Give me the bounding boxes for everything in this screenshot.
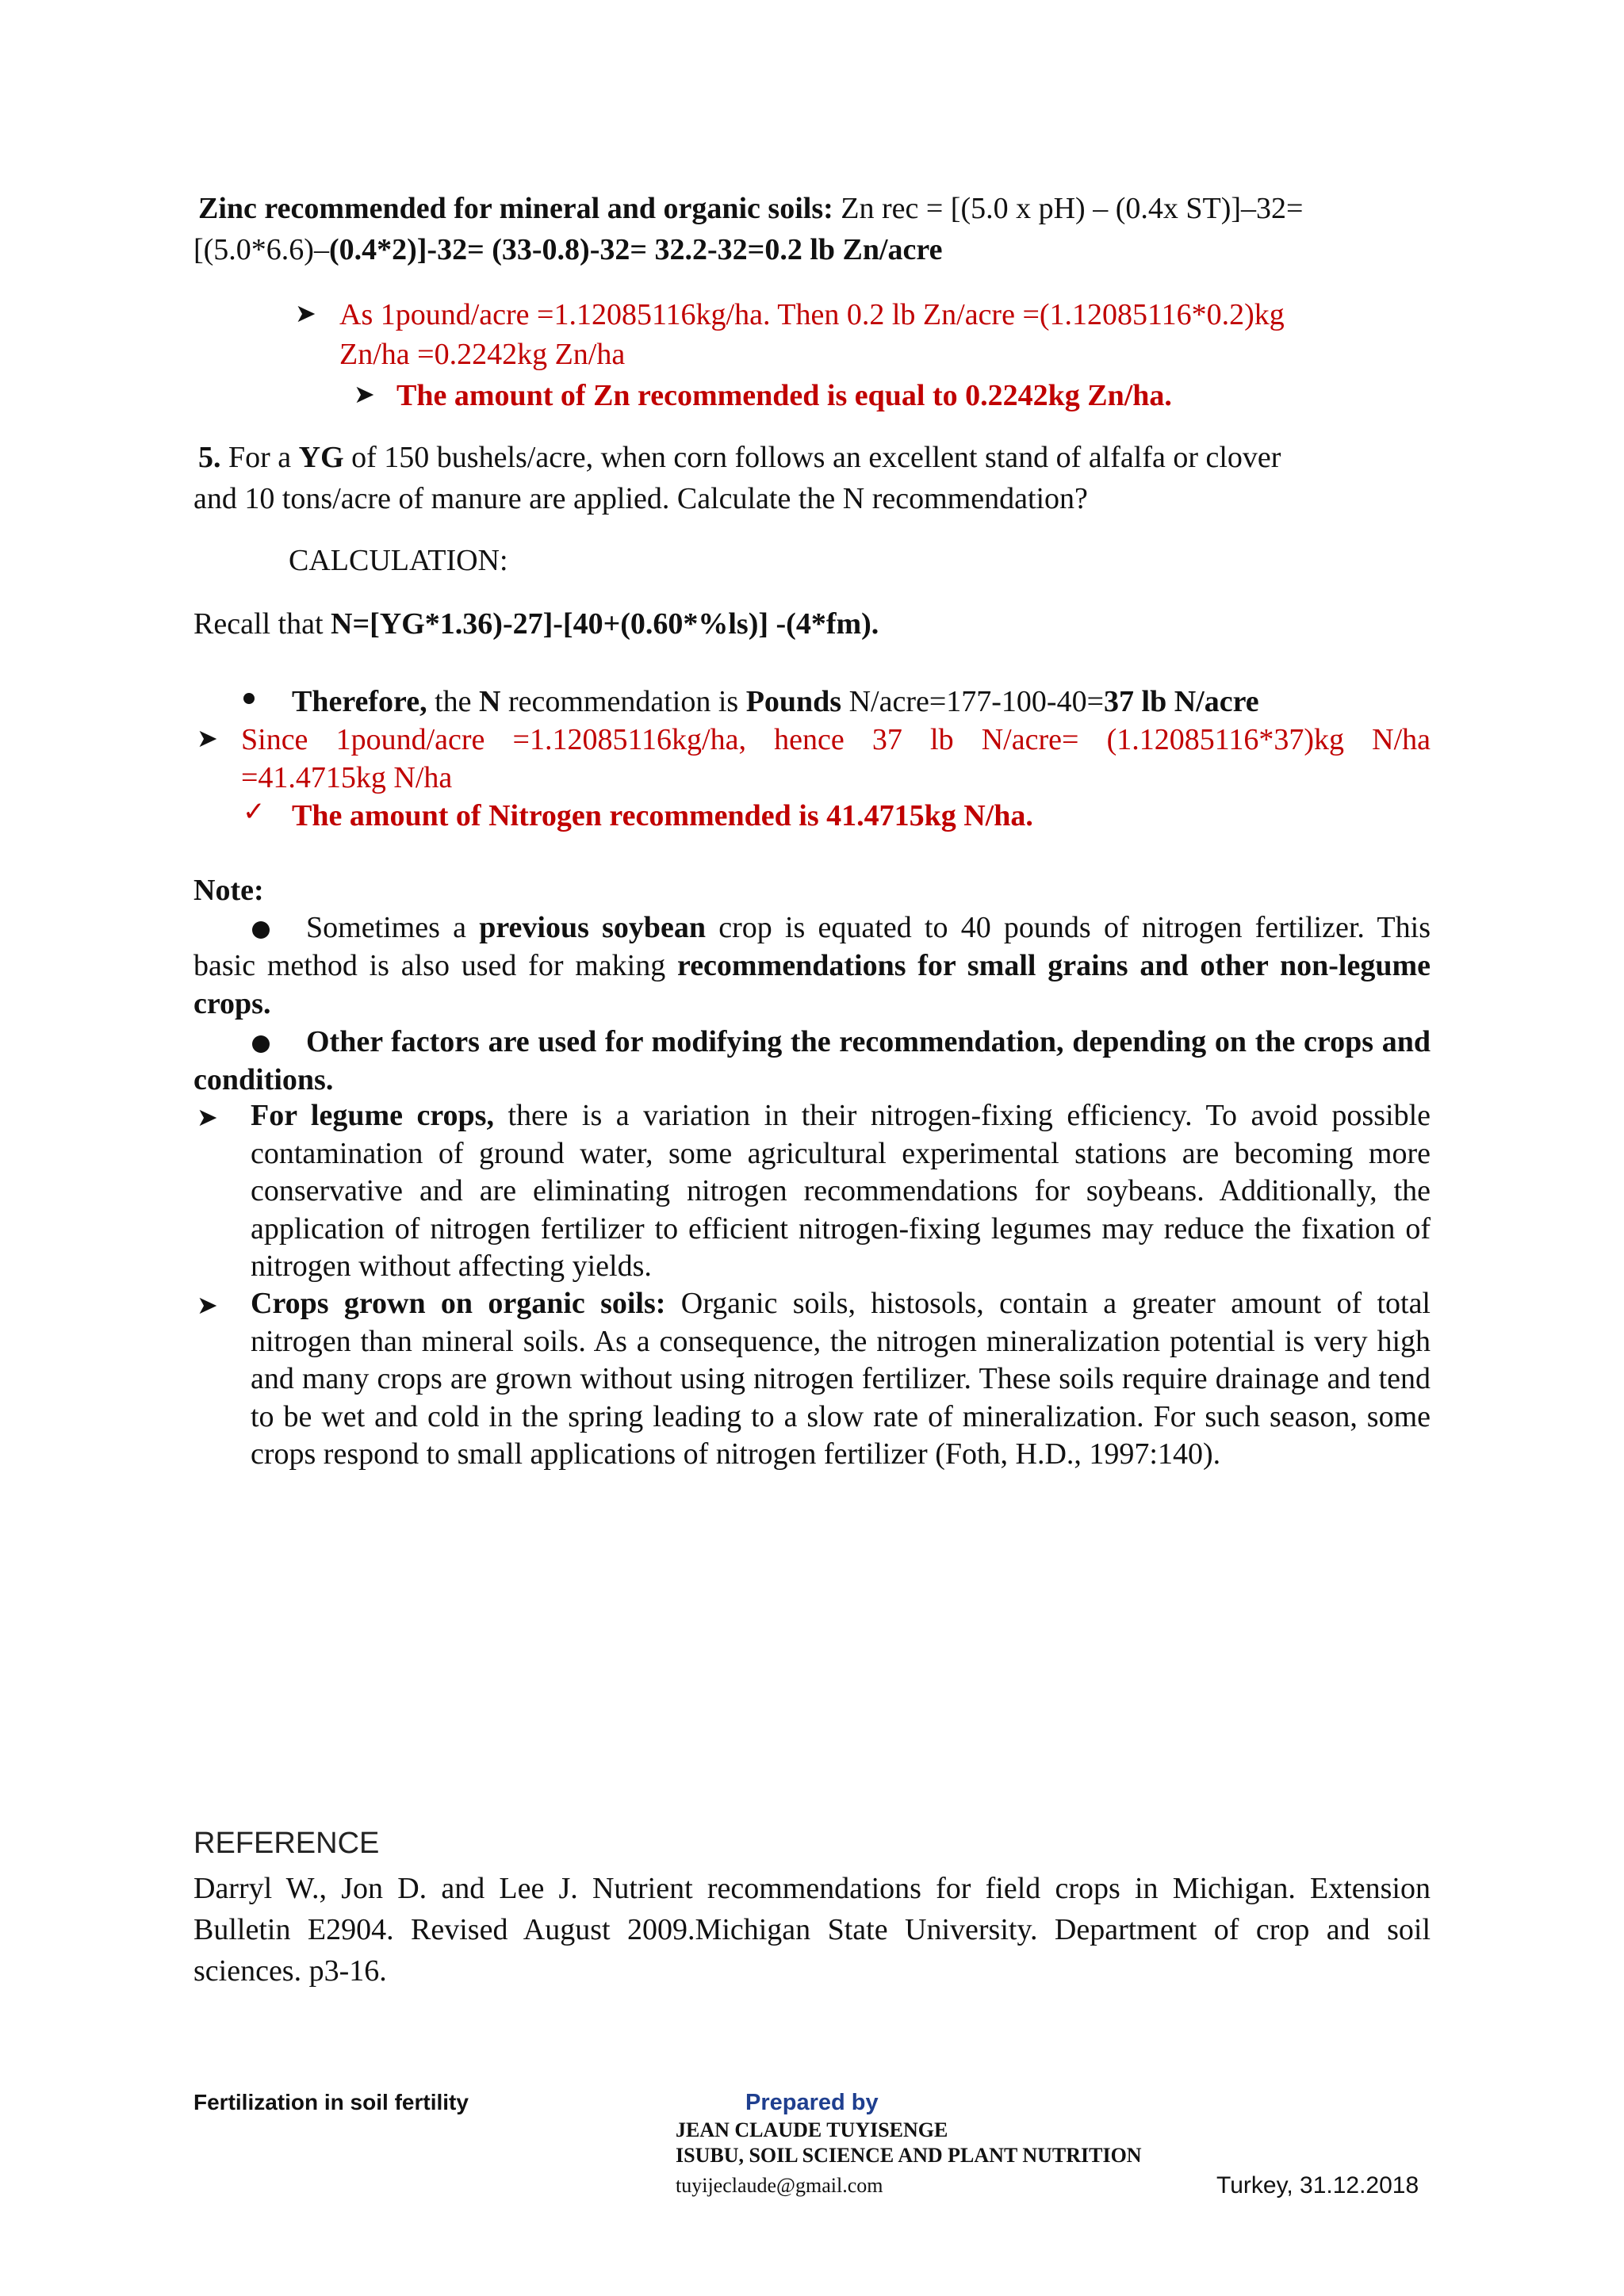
legume-crops-paragraph: For legume crops, there is a variation in their nitrogen-fixing efficiency. To avoid possible contamination of ground water, some agricultural experimental stations are becoming more conservative and are eliminating nitrogen recommendations for soybeans. Additionally, the application of nitrogen fertilizer to efficient nitrogen-fixing legumes may reduce the fixation of nitrogen without affecting yields. [251, 1099, 1431, 1283]
zinc-heading: Zinc recommended for mineral and organic soils: [198, 192, 833, 225]
arrow-bullet-icon: ➤ [354, 379, 375, 409]
zinc-formula-line2: [(5.0*6.6)–(0.4*2)]-32= (33-0.8)-32= 32.2-32=0.2 lb Zn/acre [193, 233, 943, 266]
bullet-dot-icon [243, 693, 255, 704]
recall-formula-line: Recall that N=[YG*1.36)-27]-[40+(0.60*%ls)] -(4*fm). [193, 607, 879, 641]
footer-affiliation: ISUBU, SOIL SCIENCE AND PLANT NUTRITION [676, 2144, 1142, 2167]
therefore-line: Therefore, the N recommendation is Pounds N/acre=177-100-40=37 lb N/acre [292, 685, 1259, 718]
note-bullet-1: Sometimes a previous soybean crop is equated to 40 pounds of nitrogen fertilizer. This basic method is also used for making recommendations for small grains and other non-legume crops. [193, 911, 1431, 1020]
nitrogen-result: The amount of Nitrogen recommended is 41.4715kg N/ha. [292, 799, 1033, 832]
footer-email: tuyijeclaude@gmail.com [676, 2174, 883, 2197]
zinc-formula-line1: Zinc recommended for mineral and organic soils: Zn rec = [(5.0 x pH) – (0.4x ST)]–32= [198, 192, 1304, 225]
nitrogen-conversion-line1: Since 1pound/acre =1.12085116kg/ha, hence 37 lb N/acre= (1.12085116*37)kg N/ha [241, 723, 1431, 756]
reference-text: Darryl W., Jon D. and Lee J. Nutrient recommendations for field crops in Michigan. Extension Bulletin E2904. Revised August 2009.Michigan State University. Department of crop and soil sciences. p3-16. [193, 1872, 1431, 1988]
footer-author: JEAN CLAUDE TUYISENGE [676, 2118, 948, 2141]
calculation-label: CALCULATION: [289, 544, 508, 577]
arrow-bullet-icon: ➤ [197, 1102, 218, 1132]
note-heading: Note: [193, 874, 264, 907]
arrow-bullet-icon: ➤ [295, 298, 316, 328]
arrow-bullet-icon: ➤ [197, 723, 218, 753]
question-5-line2: and 10 tons/acre of manure are applied. Calculate the N recommendation? [193, 482, 1088, 515]
bullet-dot-icon [252, 1035, 270, 1053]
footer-course-title: Fertilization in soil fertility [193, 2090, 469, 2114]
note-bullet-2: Other factors are used for modifying the recommendation, depending on the crops and conditions. [193, 1025, 1431, 1096]
nitrogen-conversion-line2: =41.4715kg N/ha [241, 761, 453, 794]
footer-prepared-by: Prepared by [745, 2090, 879, 2115]
zinc-conversion-line2: Zn/ha =0.2242kg Zn/ha [339, 338, 626, 371]
zinc-result: The amount of Zn recommended is equal to 0.2242kg Zn/ha. [396, 379, 1172, 412]
checkmark-icon: ✓ [243, 796, 266, 828]
arrow-bullet-icon: ➤ [197, 1290, 218, 1320]
question-5-line1: 5. For a YG of 150 bushels/acre, when corn follows an excellent stand of alfalfa or clover [198, 441, 1281, 474]
footer-date: Turkey, 31.12.2018 [1216, 2172, 1419, 2198]
organic-soils-paragraph: Crops grown on organic soils: Organic soils, histosols, contain a greater amount of total nitrogen than mineral soils. As a consequence, the nitrogen mineralization potential is very high and many crops are grown without using nitrogen fertilizer. These soils require drainage and tend to be wet and cold in the spring leading to a slow rate of mineralization. For such season, some crops respond to small applications of nitrogen fertilizer (Foth, H.D., 1997:140). [251, 1287, 1431, 1471]
reference-heading: REFERENCE [193, 1827, 380, 1860]
zinc-conversion-line1: As 1pound/acre =1.12085116kg/ha. Then 0.2 lb Zn/acre =(1.12085116*0.2)kg [339, 298, 1285, 331]
bullet-dot-icon [252, 921, 270, 939]
